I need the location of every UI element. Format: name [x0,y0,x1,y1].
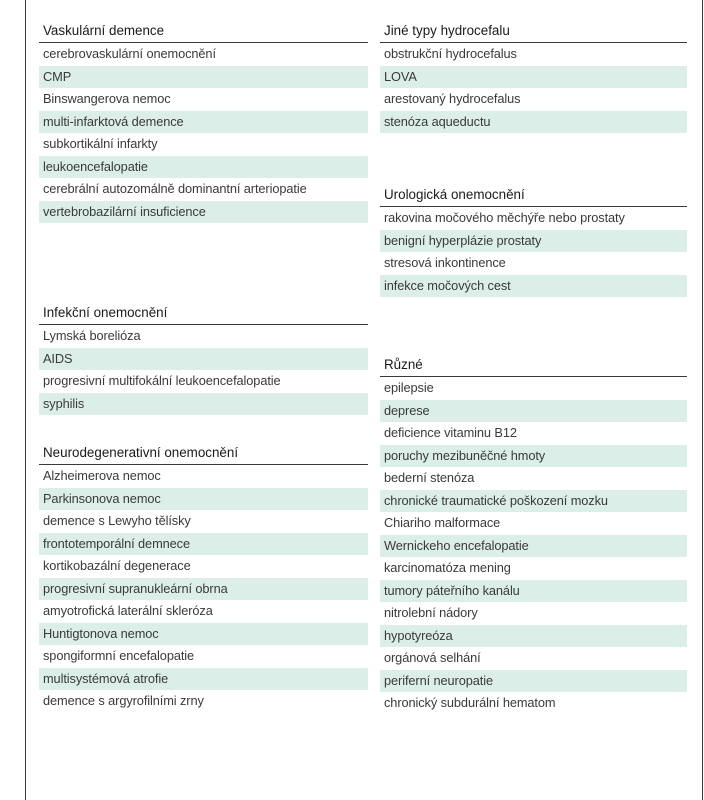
list-item: Wernickeho encefalopatie [380,535,687,558]
section-heading: Různé [380,354,687,377]
list-item: Binswangerova nemoc [43,91,171,106]
list-item: Huntigtonova nemoc [39,623,368,646]
list-item: LOVA [380,66,687,89]
list-item: deprese [380,400,687,423]
section-other-hydrocephalus [380,20,687,133]
list-item: syphilis [39,393,368,416]
list-item: cerebrovaskulární onemocnění [43,46,216,61]
section-heading: Vaskulární demence [39,20,368,43]
list-item: arestovaný hydrocefalus [384,91,521,106]
list-item: demence s argyrofilními zrny [43,693,204,708]
section-urological-diseases [380,184,687,297]
list-item: kortikobazální degenerace [43,558,191,573]
list-item: subkortikální infarkty [43,136,158,151]
list-item: CMP [39,66,368,89]
list-item: tumory páteřního kanálu [380,580,687,603]
section-heading: Jiné typy hydrocefalu [380,20,687,43]
list-item: demence s Lewyho tělísky [43,513,191,528]
list-item: karcinomatóza mening [384,560,511,575]
section-heading: Neurodegenerativní onemocnění [39,442,368,465]
list-item: obstrukční hydrocefalus [384,46,517,61]
list-item: leukoencefalopatie [39,156,368,179]
list-item: multisystémová atrofie [39,668,368,691]
list-item: orgánová selhání [384,650,481,665]
section-vascular-dementia [39,20,368,223]
list-item: amyotrofická laterální skleróza [43,603,213,618]
list-item: hypotyreóza [380,625,687,648]
list-item: Lymská borelióza [43,328,141,343]
list-item: spongiformní encefalopatie [43,648,195,663]
section-neurodegenerative-diseases [39,442,368,713]
section-infectious-diseases [39,302,368,415]
section-miscellaneous [380,354,687,715]
list-item: chronické traumatické poškození mozku [380,490,687,513]
list-item: deficience vitaminu B12 [384,425,517,440]
list-item: Chiariho malformace [384,515,501,530]
list-item: Alzheimerova nemoc [43,468,161,483]
list-item: periferní neuropatie [380,670,687,693]
list-item: Parkinsonova nemoc [39,488,368,511]
list-item: multi-infarktová demence [39,111,368,134]
list-item: progresivní multifokální leukoencefalopatie [43,373,281,388]
list-item: poruchy mezibuněčné hmoty [380,445,687,468]
list-item: epilepsie [384,380,434,395]
list-item: infekce močových cest [380,275,687,298]
list-item: bederní stenóza [384,470,475,485]
list-item: stresová inkontinence [384,255,506,270]
list-item: cerebrální autozomálně dominantní arteriopatie [43,181,307,196]
list-item: frontotemporální demnece [39,533,368,556]
list-item: rakovina močového měchýře nebo prostaty [384,210,625,225]
list-item: vertebrobazilární insuficience [39,201,368,224]
list-item: benigní hyperplázie prostaty [380,230,687,253]
section-heading: Urologická onemocnění [380,184,687,207]
list-item: stenóza aqueductu [380,111,687,134]
list-item: chronický subdurální hematom [384,695,556,710]
list-item: AIDS [39,348,368,371]
section-heading: Infekční onemocnění [39,302,368,325]
list-item: nitrolební nádory [384,605,478,620]
list-item: progresivní supranukleární obrna [39,578,368,601]
